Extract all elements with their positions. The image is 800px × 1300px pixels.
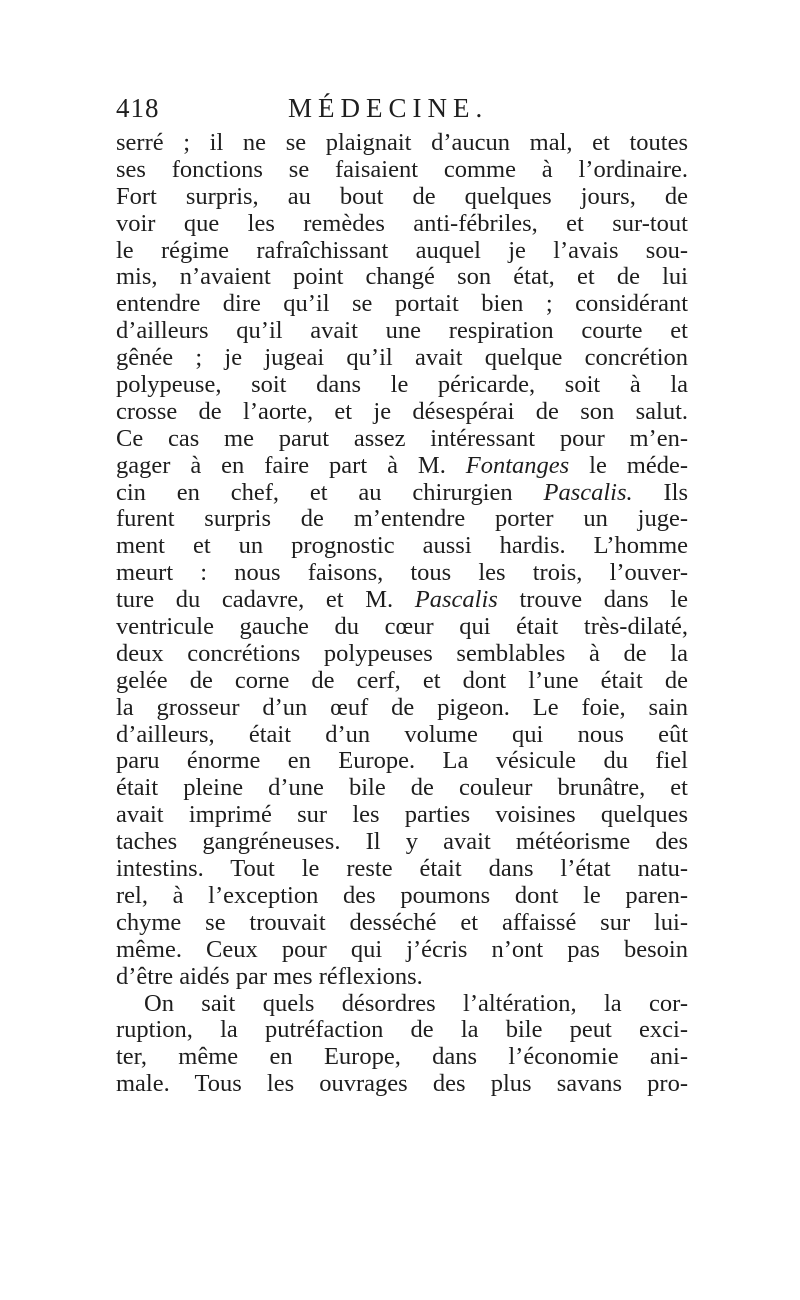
- text-segment: cin en chef, et au chirurgien: [116, 479, 513, 506]
- text-line: voir que les remèdes anti-fébriles, et sur-tout: [116, 210, 688, 237]
- text-line: polypeuse, soit dans le péricarde, soit à la: [116, 372, 688, 399]
- text-line: entendre dire qu’il se portait bien ; considérant: [116, 291, 688, 318]
- text-line: Ce cas me parut assez intéressant pour m’en-: [116, 425, 688, 452]
- text-line: d’ailleurs, était d’un volume qui nous eût: [116, 721, 688, 748]
- text-segment: gager à en faire part à M.: [116, 452, 446, 479]
- text-segment: le méde-: [589, 452, 688, 479]
- running-head: MÉDECINE.: [288, 93, 489, 123]
- text-line: ventricule gauche du cœur qui était très-dilaté,: [116, 614, 688, 641]
- name-fontanges: Fontanges: [465, 452, 570, 479]
- text-line: ment et un prognostic aussi hardis. L’homme: [116, 533, 688, 560]
- text-line: le régime rafraîchissant auquel je l’avais sou-: [116, 237, 688, 264]
- text-line: mis, n’avaient point changé son état, et de lui: [116, 264, 688, 291]
- text-line: était pleine d’une bile de couleur brunâtre, et: [116, 775, 688, 802]
- text-line: avait imprimé sur les parties voisines quelques: [116, 802, 688, 829]
- text-line: crosse de l’aorte, et je désespérai de son salut.: [116, 398, 688, 425]
- text-line: On sait quels désordres l’altération, la cor-: [144, 990, 688, 1017]
- text-line: ruption, la putréfaction de la bile peut exci-: [116, 1017, 688, 1044]
- text-line: deux concrétions polypeuses semblables à de la: [116, 640, 688, 667]
- name-pascalis: Pascalis: [414, 587, 498, 614]
- text-line: paru énorme en Europe. La vésicule du fiel: [116, 748, 688, 775]
- page-number: 418: [116, 93, 160, 123]
- name-pascalis: Pascalis.: [543, 479, 633, 506]
- text-line: la grosseur d’un œuf de pigeon. Le foie, sain: [116, 694, 688, 721]
- body-text: [116, 130, 688, 1098]
- text-line: [116, 587, 688, 614]
- text-line: [116, 480, 688, 507]
- text-line: Fort surpris, au bout de quelques jours, de: [116, 183, 688, 210]
- text-line: même. Ceux pour qui j’écris n’ont pas besoin: [116, 936, 688, 963]
- text-line: gelée de corne de cerf, et dont l’une était de: [116, 667, 688, 694]
- text-line: chyme se trouvait desséché et affaissé sur lui-: [116, 909, 688, 936]
- text-segment: Ils: [663, 479, 688, 506]
- text-line: meurt : nous faisons, tous les trois, l’ouver-: [116, 560, 688, 587]
- text-line: taches gangréneuses. Il y avait météorisme des: [116, 829, 688, 856]
- text-segment: ture du cadavre, et M.: [116, 587, 394, 614]
- text-segment: trouve dans le: [519, 587, 688, 614]
- text-line: [116, 453, 688, 480]
- page-header: [116, 93, 696, 129]
- text-line: male. Tous les ouvrages des plus savans pro-: [116, 1071, 688, 1098]
- text-line: ses fonctions se faisaient comme à l’ordinaire.: [116, 156, 688, 183]
- text-line: gênée ; je jugeai qu’il avait quelque concrétion: [116, 345, 688, 372]
- text-line: ter, même en Europe, dans l’économie ani-: [116, 1044, 688, 1071]
- text-line: d’être aidés par mes réflexions.: [116, 963, 423, 990]
- text-line: serré ; il ne se plaignait d’aucun mal, et toutes: [116, 130, 688, 156]
- text-line: rel, à l’exception des poumons dont le paren-: [116, 882, 688, 909]
- text-line: intestins. Tout le reste était dans l’état natu-: [116, 856, 688, 883]
- text-line: d’ailleurs qu’il avait une respiration courte et: [116, 318, 688, 345]
- text-line: furent surpris de m’entendre porter un juge-: [116, 506, 688, 533]
